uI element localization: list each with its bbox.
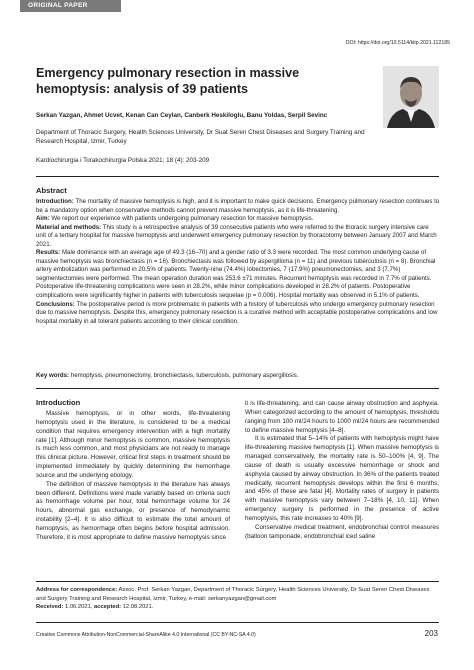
body-column-left: [36, 410, 230, 543]
abstract-aim-text: We report our experience with patients undergoing pulmonary resection for massive hemoptysis.: [49, 215, 314, 223]
paragraph: Conservative medical treatment, endobronchial control measures (balloon tamponade, endobronchial iced saline: [245, 523, 439, 540]
abstract-results: [36, 249, 440, 300]
introduction-heading: Introduction: [36, 398, 81, 407]
affiliation: Department of Thoracic Surgery, Health Sciences University, Dr Suat Seren Chest Diseases and Surgery Training and Research Hospital, Izmir, Turkey: [36, 129, 365, 145]
abstract-results-text: Male dominance with an average age of 49.3 (16–70) and a gender ratio of 3.3 were recorded. The most common underlying cause of massive hemoptysis was bronchiectasis (n = 16). Bronchiectasis was followed by aspergilloma (n = 11) and previous tuberculosis (n = 8). Bronchial artery embolization was performed in 20.5% of patients. Twenty-nine (74.4%) lobectomies, 7 (17.9%) pneumonectomies, and 3 (7.7%) segmentectomies were performed. The mean operation duration was 253.6 ±71 minutes. Recurrent hemoptysis was recorded in 7.7% of patients. Postoperative life-threatening complications were seen in 28.2%, while minor complications developed in 28.2% of patients. Postoperative complications were significantly higher in patients with tuberculosis sequelae (p = 0.006). Hospital mortality was observed in 5.1% of patients.: [36, 249, 436, 300]
abstract-introduction-label: Introduction:: [36, 198, 74, 205]
correspondence-block: [36, 586, 440, 612]
abstract-conclusions-label: Conclusions:: [36, 300, 75, 308]
license-text: Creative Commons Attribution-NonCommercial-ShareAlike 4.0 International (CC BY-NC-SA 4.0): [36, 632, 256, 638]
accepted-label: accepted:: [94, 604, 122, 611]
abstract-introduction-text: The mortality of massive hemoptysis is high, and it is important to make quick decisions. Emergency pulmonary resection continues to be a mandatory option when conservative methods cannot prevent massive hemoptysis, as it is life-threatening.: [36, 198, 440, 214]
paragraph: it is life-threatening, and can cause airway obstruction and asphyxia. When categorized according to the amount of hemoptysis, thresholds ranging from 100 ml/24 hours to 1000 ml/24 hours are recommended to define massive hemoptysis [4–8].: [245, 400, 439, 434]
abstract-heading: Abstract: [36, 186, 67, 195]
paragraph: Massive hemoptysis, or in other words, life-threatening hemoptysis used in the literature, is considered to be a medical condition that requires emergency intervention with a high mortality rate [1]. Although minor hemoptysis is common, massive hemoptysis is much less common, and most physicians are not ready to manage this clinical picture. However, critical first steps in treatment should be implemented immediately by quickly determining the hemorrhage source and the underlying etiology.: [36, 410, 230, 479]
correspondence-text: Assoc. Prof. Serkan Yazgan, Department of Thoracic Surgery, Health Sciences University, Dr Suat Seren Chest Diseases and Surgery Training and Research Hospital, Izmir, Turkey, e-mail: serkanyazgan@gmail.com: [36, 587, 430, 602]
page-number: 203: [424, 629, 438, 638]
divider-bottom: [36, 622, 439, 623]
abstract-conclusions: [36, 301, 440, 327]
author-list: Serkan Yazgan, Ahmet Ucvet, Kenan Can Ceylan, Canberk Heskiloglu, Banu Yoldas, Serpil Sevinc: [36, 112, 328, 119]
author-photo: [383, 66, 439, 128]
divider-top: [36, 176, 439, 177]
abstract-aim-label: Aim:: [36, 215, 50, 223]
body-column-right: [245, 400, 439, 542]
abstract-body: [36, 198, 440, 326]
dates: [36, 603, 440, 612]
abstract-methods-text: This study is a retrospective analysis of 39 consecutive patients who were referred to the thoracic surgery intensive care unit of a tertiary hospital for massive hemoptysis and underwent emergency pulmonary resection by thoracotomy between January 2007 and March 2021.: [36, 223, 437, 248]
paragraph: The definition of massive hemoptysis in the literature has always been different. Definitions were made variably based on criteria such as hemorrhage volume per hour, total hemorrhage volume for 24 hours, abnormal gas exchange, or presence of hemodynamic instability [2–4]. It is also difficult to estimate the total amount of hemoptysis, as hemorrhage often begins before hospital admission. Therefore, it is most appropriate to define massive hemoptysis since: [36, 480, 230, 541]
abstract-methods-label: Material and methods:: [36, 223, 102, 231]
doi-link[interactable]: DOI: https://doi.org/10.5114/kitp.2021.112185: [345, 40, 450, 46]
paragraph: It is estimated that 5–14% of patients with hemoptysis might have life-threatening massive hemoptysis [1]. When massive hemoptysis is managed conservatively, the mortality rate is 50–100% [4, 9]. The cause of death is usually excessive hemorrhage or shock and asphyxia caused by airway obstruction. In 36% of the patients treated medically, recurrent hemoptysis develops within the first 6 months, and 45% of these are fatal [4]. Mortality rates of surgery in patients with massive hemoptysis vary between 7–18% [4, 10, 11]. When emergency surgery is performed in the presence of active hemoptysis, this rate increases to 40% [9].: [245, 435, 439, 522]
correspondence-address: [36, 586, 440, 603]
accepted-date: 12.08.2021.: [121, 604, 154, 611]
keywords-label: Key words:: [36, 372, 70, 379]
abstract-conclusions-text: The postoperative period is more problematic in patients with a history of tuberculosis who undergo emergency pulmonary resection due to massive hemoptysis. Despite this, emergency pulmonary resection is a curative method with acceptable postoperative complications and low hospital mortality in all tolerant patients according to their clinical condition.: [36, 300, 438, 325]
divider-middle: [36, 388, 439, 389]
journal-citation: Kardiochirurgia i Torakochirurgia Polska 2021; 18 (4): 203-209: [36, 157, 210, 164]
abstract-methods: [36, 224, 440, 250]
article-title: Emergency pulmonary resection in massive hemoptysis: analysis of 39 patients: [36, 66, 300, 96]
abstract-results-label: Results:: [36, 249, 61, 257]
abstract-aim: [36, 215, 440, 224]
keywords: [36, 372, 298, 379]
divider-footer: [36, 581, 439, 582]
correspondence-label: Address for correspondence:: [36, 587, 118, 593]
keywords-text: hemoptysis, pneumonectomy, bronchiectasis, tuberculosis, pulmonary aspergillosis.: [69, 372, 299, 379]
abstract-introduction: [36, 198, 440, 215]
received-date: 1.06.2021,: [63, 604, 95, 611]
article-type-badge: ORIGINAL PAPER: [20, 0, 121, 12]
received-label: Received:: [36, 604, 64, 611]
